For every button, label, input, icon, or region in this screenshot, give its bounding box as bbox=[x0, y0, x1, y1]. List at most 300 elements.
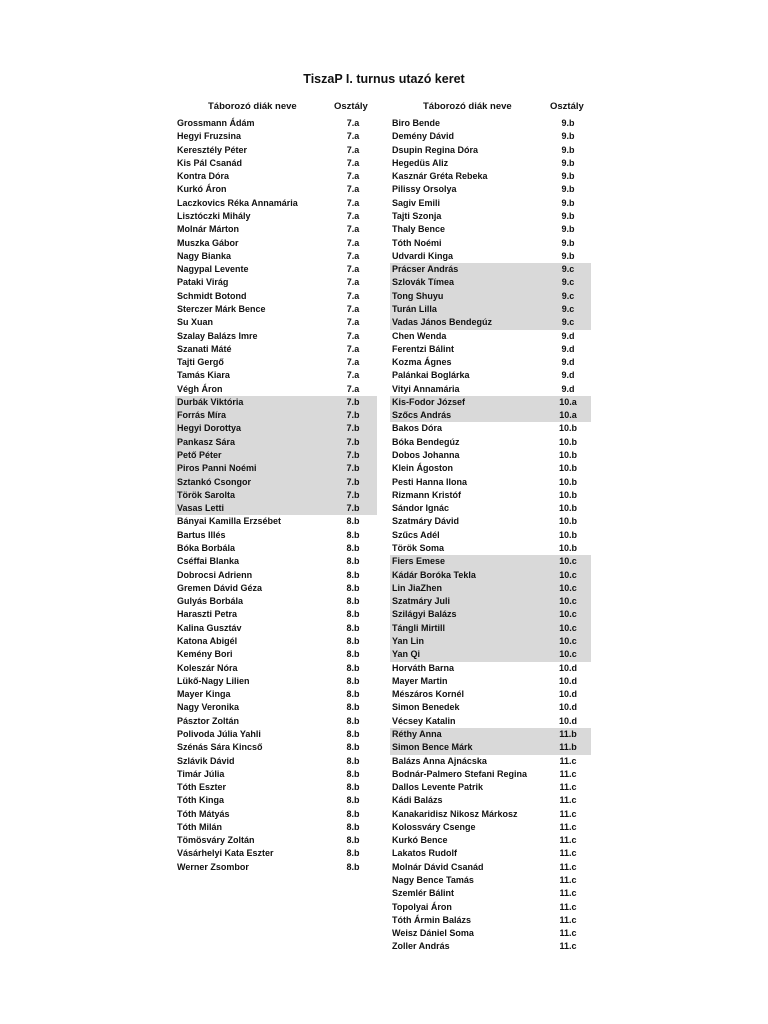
table-row bbox=[390, 861, 591, 874]
student-class: 11.c bbox=[559, 821, 577, 832]
student-name: Szlovák Tímea bbox=[392, 277, 455, 288]
student-name: Yan Qi bbox=[392, 649, 421, 660]
student-class: 8.b bbox=[346, 622, 360, 633]
student-name: Sterczer Márk Bence bbox=[177, 303, 266, 314]
table-row bbox=[175, 675, 377, 688]
student-class: 7.b bbox=[346, 450, 360, 461]
student-name: Szőcs András bbox=[392, 410, 452, 421]
student-name: Dobos Johanna bbox=[392, 450, 460, 461]
student-name: Pásztor Zoltán bbox=[177, 715, 240, 726]
student-class: 7.a bbox=[346, 290, 360, 301]
table-row bbox=[390, 130, 591, 143]
table-row bbox=[175, 794, 377, 807]
student-class: 9.d bbox=[561, 370, 575, 381]
table-row bbox=[390, 887, 591, 900]
table-row bbox=[175, 476, 377, 489]
table-row bbox=[390, 529, 591, 542]
student-name: Durbák Viktória bbox=[177, 396, 244, 407]
table-row bbox=[175, 622, 377, 635]
student-class: 10.d bbox=[558, 702, 577, 713]
student-class: 11.c bbox=[559, 875, 577, 886]
student-class: 11.c bbox=[559, 808, 577, 819]
table-row bbox=[175, 808, 377, 821]
student-name: Keresztély Péter bbox=[177, 144, 248, 155]
table-row bbox=[175, 755, 377, 768]
table-row bbox=[390, 250, 591, 263]
student-class: 7.a bbox=[346, 317, 360, 328]
table-row bbox=[390, 662, 591, 675]
student-name: Vásárhelyi Kata Eszter bbox=[177, 848, 274, 859]
student-class: 10.c bbox=[559, 635, 577, 646]
table-row bbox=[175, 595, 377, 608]
student-class: 7.b bbox=[346, 410, 360, 421]
student-name: Werner Zsombor bbox=[177, 861, 249, 872]
student-class: 10.b bbox=[558, 489, 577, 500]
table-row bbox=[175, 768, 377, 781]
student-class: 9.b bbox=[561, 144, 575, 155]
student-name: Tong Shuyu bbox=[392, 290, 444, 301]
table-row bbox=[390, 688, 591, 701]
student-name: Simon Bence Márk bbox=[392, 742, 473, 753]
table-row bbox=[175, 662, 377, 675]
table-row bbox=[390, 422, 591, 435]
student-name: Bóka Bendegúz bbox=[392, 436, 460, 447]
table-row bbox=[390, 768, 591, 781]
student-name: Kis Pál Csanád bbox=[177, 157, 243, 168]
student-class: 7.a bbox=[346, 171, 360, 182]
student-name: Vityi Annamária bbox=[392, 383, 460, 394]
student-class: 10.b bbox=[558, 423, 577, 434]
table-row bbox=[390, 237, 591, 250]
student-class: 7.a bbox=[346, 237, 360, 248]
student-class: 7.b bbox=[346, 463, 360, 474]
student-class: 10.b bbox=[558, 529, 577, 540]
student-name: Hegyi Dorottya bbox=[177, 423, 242, 434]
student-name: Kalina Gusztáv bbox=[177, 622, 242, 633]
student-name: Balázs Anna Ajnácska bbox=[392, 755, 487, 766]
table-row bbox=[175, 157, 377, 170]
student-name: Udvardi Kinga bbox=[392, 250, 454, 261]
student-name: Nagy Bianka bbox=[177, 250, 232, 261]
student-name: Schmidt Botond bbox=[177, 290, 247, 301]
student-class: 7.a bbox=[346, 383, 360, 394]
table-row bbox=[390, 927, 591, 940]
student-class: 11.c bbox=[559, 795, 577, 806]
student-class: 10.b bbox=[558, 543, 577, 553]
student-name: Pető Péter bbox=[177, 450, 222, 461]
student-class: 9.b bbox=[561, 197, 575, 208]
student-class: 9.b bbox=[561, 184, 575, 195]
student-name: Cséffai Blanka bbox=[177, 556, 240, 567]
student-name: Lükő-Nagy Lilien bbox=[177, 675, 250, 686]
student-name: Lisztóczki Mihály bbox=[177, 210, 251, 221]
student-name: Kolossváry Csenge bbox=[392, 821, 476, 832]
table-row bbox=[390, 396, 591, 409]
student-name: Török Sarolta bbox=[177, 489, 236, 500]
table-row bbox=[175, 701, 377, 714]
student-class: 8.b bbox=[346, 782, 360, 793]
table-row bbox=[175, 130, 377, 143]
table-row bbox=[175, 861, 377, 874]
student-name: Bakos Dóra bbox=[392, 423, 443, 434]
table-row bbox=[390, 635, 591, 648]
student-name: Tajti Szonja bbox=[392, 210, 442, 221]
student-name: Klein Ágoston bbox=[392, 463, 453, 474]
student-name: Forrás Míra bbox=[177, 410, 227, 421]
table-row bbox=[175, 582, 377, 595]
table-row bbox=[390, 263, 591, 276]
left-table-rows bbox=[175, 117, 377, 874]
student-class: 8.b bbox=[346, 582, 360, 593]
student-name: Mészáros Kornél bbox=[392, 689, 465, 700]
student-class: 11.c bbox=[559, 928, 577, 939]
table-row bbox=[175, 409, 377, 422]
student-name: Fiers Emese bbox=[392, 556, 446, 567]
student-class: 10.b bbox=[558, 463, 577, 474]
student-name: Tajti Gergő bbox=[177, 357, 224, 368]
student-class: 8.b bbox=[346, 808, 360, 819]
table-row bbox=[390, 781, 591, 794]
student-class: 7.a bbox=[346, 250, 360, 261]
student-class: 10.b bbox=[558, 503, 577, 514]
table-row bbox=[175, 383, 377, 396]
table-row bbox=[175, 608, 377, 621]
student-name: Pankasz Sára bbox=[177, 436, 236, 447]
table-row bbox=[175, 144, 377, 157]
student-class: 8.b bbox=[346, 728, 360, 739]
student-class: 7.b bbox=[346, 396, 360, 407]
student-class: 8.b bbox=[346, 529, 360, 540]
student-name: Kurkó Bence bbox=[392, 835, 448, 846]
student-class: 7.a bbox=[346, 343, 360, 354]
student-class: 8.b bbox=[346, 649, 360, 660]
table-row bbox=[390, 755, 591, 768]
table-row bbox=[175, 237, 377, 250]
student-name: Hegyi Fruzsina bbox=[177, 131, 242, 142]
student-name: Nagypal Levente bbox=[177, 264, 249, 275]
table-row bbox=[175, 449, 377, 462]
table-row bbox=[175, 117, 377, 130]
student-name: Végh Áron bbox=[177, 383, 223, 394]
student-class: 8.b bbox=[346, 702, 360, 713]
table-row bbox=[390, 901, 591, 914]
student-name: Horváth Barna bbox=[392, 662, 455, 673]
student-class: 10.c bbox=[559, 556, 577, 567]
student-class: 9.c bbox=[561, 290, 575, 301]
student-name: Bóka Borbála bbox=[177, 543, 236, 553]
table-row bbox=[175, 369, 377, 382]
table-row bbox=[390, 675, 591, 688]
name-column-header: Táborozó diák neve bbox=[423, 101, 512, 112]
student-class: 8.b bbox=[346, 861, 360, 872]
student-name: Dsupin Regina Dóra bbox=[392, 144, 479, 155]
student-class: 8.b bbox=[346, 635, 360, 646]
student-name: Lakatos Rudolf bbox=[392, 848, 458, 859]
table-row bbox=[175, 422, 377, 435]
student-class: 10.c bbox=[559, 569, 577, 580]
table-row bbox=[390, 595, 591, 608]
student-class: 7.a bbox=[346, 184, 360, 195]
student-class: 9.b bbox=[561, 224, 575, 235]
student-class: 9.d bbox=[561, 330, 575, 341]
student-class: 8.b bbox=[346, 821, 360, 832]
table-row bbox=[175, 170, 377, 183]
student-name: Polivoda Júlia Yahli bbox=[177, 728, 261, 739]
student-name: Szatmáry Juli bbox=[392, 596, 451, 607]
student-name: Bartus Illés bbox=[177, 529, 226, 540]
table-row bbox=[390, 622, 591, 635]
table-row bbox=[175, 728, 377, 741]
table-row bbox=[175, 555, 377, 568]
left-table-header bbox=[175, 98, 377, 117]
student-name: Kádár Boróka Tekla bbox=[392, 569, 476, 580]
table-row bbox=[390, 834, 591, 847]
student-class: 8.b bbox=[346, 556, 360, 567]
student-class: 9.b bbox=[561, 250, 575, 261]
student-class: 11.c bbox=[559, 848, 577, 859]
left-table bbox=[175, 98, 377, 874]
student-name: Molnár Márton bbox=[177, 224, 239, 235]
student-class: 9.b bbox=[561, 118, 575, 128]
table-row bbox=[390, 608, 591, 621]
table-row bbox=[390, 276, 591, 289]
table-row bbox=[175, 821, 377, 834]
table-row bbox=[175, 330, 377, 343]
table-row bbox=[390, 821, 591, 834]
student-class: 10.c bbox=[559, 609, 577, 620]
student-name: Turán Lilla bbox=[392, 303, 437, 314]
table-row bbox=[175, 688, 377, 701]
student-class: 10.d bbox=[558, 675, 577, 686]
student-class: 8.b bbox=[346, 835, 360, 846]
table-row bbox=[390, 383, 591, 396]
student-name: Dallos Levente Patrik bbox=[392, 782, 484, 793]
table-row bbox=[390, 940, 591, 953]
student-name: Timár Júlia bbox=[177, 768, 225, 779]
table-row bbox=[390, 476, 591, 489]
table-row bbox=[175, 356, 377, 369]
table-row bbox=[175, 529, 377, 542]
table-row bbox=[390, 144, 591, 157]
table-row bbox=[390, 515, 591, 528]
student-class: 7.a bbox=[346, 303, 360, 314]
student-name: Rizmann Kristóf bbox=[392, 489, 462, 500]
student-name: Sándor Ignác bbox=[392, 503, 450, 514]
table-row bbox=[175, 542, 377, 555]
student-name: Szénás Sára Kincső bbox=[177, 742, 263, 753]
student-class: 8.b bbox=[346, 543, 360, 553]
table-row bbox=[175, 847, 377, 860]
student-class: 9.b bbox=[561, 131, 575, 142]
table-row bbox=[390, 701, 591, 714]
student-name: Kasznár Gréta Rebeka bbox=[392, 171, 488, 182]
student-class: 9.c bbox=[561, 264, 575, 275]
student-name: Sagiv Emili bbox=[392, 197, 441, 208]
student-class: 11.b bbox=[559, 728, 577, 739]
student-name: Pataki Virág bbox=[177, 277, 229, 288]
student-class: 8.b bbox=[346, 689, 360, 700]
student-name: Szanati Máté bbox=[177, 343, 232, 354]
student-name: Réthy Anna bbox=[392, 728, 442, 739]
student-class: 9.b bbox=[561, 157, 575, 168]
student-name: Prácser András bbox=[392, 264, 459, 275]
table-row bbox=[175, 223, 377, 236]
student-class: 11.c bbox=[559, 941, 577, 952]
table-row bbox=[175, 436, 377, 449]
student-class: 10.c bbox=[559, 582, 577, 593]
table-row bbox=[175, 263, 377, 276]
student-name: Tamás Kiara bbox=[177, 370, 230, 381]
student-name: Tömösváry Zoltán bbox=[177, 835, 255, 846]
document-title: TiszaP I. turnus utazó keret bbox=[303, 72, 465, 86]
student-class: 8.b bbox=[346, 742, 360, 753]
student-class: 8.b bbox=[346, 662, 360, 673]
student-name: Hegedüs Aliz bbox=[392, 157, 449, 168]
table-row bbox=[390, 343, 591, 356]
student-class: 9.d bbox=[561, 383, 575, 394]
student-class: 10.d bbox=[558, 689, 577, 700]
table-row bbox=[390, 157, 591, 170]
student-name: Topolyai Áron bbox=[392, 901, 452, 912]
table-row bbox=[390, 303, 591, 316]
student-class: 9.d bbox=[561, 343, 575, 354]
student-class: 7.a bbox=[346, 131, 360, 142]
student-name: Tóth Mátyás bbox=[177, 808, 230, 819]
table-row bbox=[175, 834, 377, 847]
student-name: Su Xuan bbox=[177, 317, 214, 328]
student-name: Ferentzi Bálint bbox=[392, 343, 455, 354]
student-name: Nagy Veronika bbox=[177, 702, 240, 713]
student-class: 9.c bbox=[561, 277, 575, 288]
student-name: Demény Dávid bbox=[392, 131, 455, 142]
student-class: 8.b bbox=[346, 516, 360, 527]
table-row bbox=[175, 343, 377, 356]
student-class: 10.c bbox=[559, 596, 577, 607]
table-row bbox=[390, 210, 591, 223]
class-column-header: Osztály bbox=[550, 101, 584, 112]
table-row bbox=[390, 555, 591, 568]
student-class: 10.c bbox=[559, 649, 577, 660]
student-name: Piros Panni Noémi bbox=[177, 463, 257, 474]
student-class: 10.b bbox=[558, 476, 577, 487]
student-class: 7.a bbox=[346, 197, 360, 208]
student-class: 7.a bbox=[346, 370, 360, 381]
table-row bbox=[390, 728, 591, 741]
table-row bbox=[390, 648, 591, 661]
student-name: Weisz Dániel Soma bbox=[392, 928, 474, 939]
student-class: 10.b bbox=[558, 436, 577, 447]
table-row bbox=[175, 183, 377, 196]
student-name: Molnár Dávid Csanád bbox=[392, 861, 484, 872]
table-row bbox=[390, 170, 591, 183]
student-class: 11.c bbox=[559, 782, 577, 793]
student-class: 7.a bbox=[346, 157, 360, 168]
table-row bbox=[390, 582, 591, 595]
student-class: 8.b bbox=[346, 715, 360, 726]
class-column-header: Osztály bbox=[334, 101, 368, 112]
student-class: 9.b bbox=[561, 171, 575, 182]
right-table-rows bbox=[390, 117, 591, 954]
student-class: 9.b bbox=[561, 237, 575, 248]
table-row bbox=[175, 781, 377, 794]
right-table-header bbox=[390, 98, 591, 117]
student-name: Pesti Hanna Ilona bbox=[392, 476, 468, 487]
table-row bbox=[175, 250, 377, 263]
student-class: 10.a bbox=[559, 410, 577, 421]
student-class: 10.a bbox=[559, 396, 577, 407]
table-row bbox=[175, 303, 377, 316]
table-row bbox=[390, 316, 591, 329]
student-name: Kis-Fodor József bbox=[392, 396, 466, 407]
student-name: Mayer Kinga bbox=[177, 689, 231, 700]
table-row bbox=[390, 369, 591, 382]
table-row bbox=[175, 316, 377, 329]
student-class: 7.a bbox=[346, 357, 360, 368]
student-class: 7.b bbox=[346, 489, 360, 500]
table-row bbox=[175, 715, 377, 728]
student-class: 11.c bbox=[559, 835, 577, 846]
table-row bbox=[175, 290, 377, 303]
student-name: Bányai Kamilla Erzsébet bbox=[177, 516, 282, 527]
student-class: 7.b bbox=[346, 436, 360, 447]
student-class: 8.b bbox=[346, 768, 360, 779]
table-row bbox=[390, 436, 591, 449]
student-class: 8.b bbox=[346, 848, 360, 859]
table-row bbox=[390, 223, 591, 236]
student-class: 11.c bbox=[559, 755, 577, 766]
table-row bbox=[175, 515, 377, 528]
table-row bbox=[390, 914, 591, 927]
student-class: 11.c bbox=[559, 901, 577, 912]
name-column-header: Táborozó diák neve bbox=[208, 101, 297, 112]
table-row bbox=[390, 847, 591, 860]
student-name: Szűcs Adél bbox=[392, 529, 440, 540]
table-row bbox=[390, 197, 591, 210]
student-class: 7.a bbox=[346, 277, 360, 288]
student-class: 7.a bbox=[346, 144, 360, 155]
student-name: Vadas János Bendegúz bbox=[392, 317, 493, 328]
table-row bbox=[390, 489, 591, 502]
student-name: Thaly Bence bbox=[392, 224, 446, 235]
student-name: Sztankó Csongor bbox=[177, 476, 252, 487]
table-row bbox=[175, 210, 377, 223]
student-name: Laczkovics Réka Annamária bbox=[177, 197, 298, 208]
student-class: 7.b bbox=[346, 503, 360, 514]
student-class: 10.c bbox=[559, 622, 577, 633]
student-name: Tóth Kinga bbox=[177, 795, 224, 806]
student-name: Pilissy Orsolya bbox=[392, 184, 457, 195]
student-name: Haraszti Petra bbox=[177, 609, 238, 620]
student-class: 8.b bbox=[346, 755, 360, 766]
table-row bbox=[175, 648, 377, 661]
table-row bbox=[390, 808, 591, 821]
student-class: 11.c bbox=[559, 888, 577, 899]
student-name: Vécsey Katalin bbox=[392, 715, 456, 726]
student-class: 10.d bbox=[558, 662, 577, 673]
table-row bbox=[390, 502, 591, 515]
student-name: Lin JiaZhen bbox=[392, 582, 443, 593]
table-row bbox=[390, 117, 591, 130]
student-name: Kontra Dóra bbox=[177, 171, 230, 182]
student-class: 7.a bbox=[346, 330, 360, 341]
student-name: Szatmáry Dávid bbox=[392, 516, 460, 527]
student-class: 7.b bbox=[346, 423, 360, 434]
table-row bbox=[175, 276, 377, 289]
table-row bbox=[390, 409, 591, 422]
student-class: 11.c bbox=[559, 861, 577, 872]
student-name: Szemlér Bálint bbox=[392, 888, 455, 899]
student-name: Török Soma bbox=[392, 543, 445, 553]
